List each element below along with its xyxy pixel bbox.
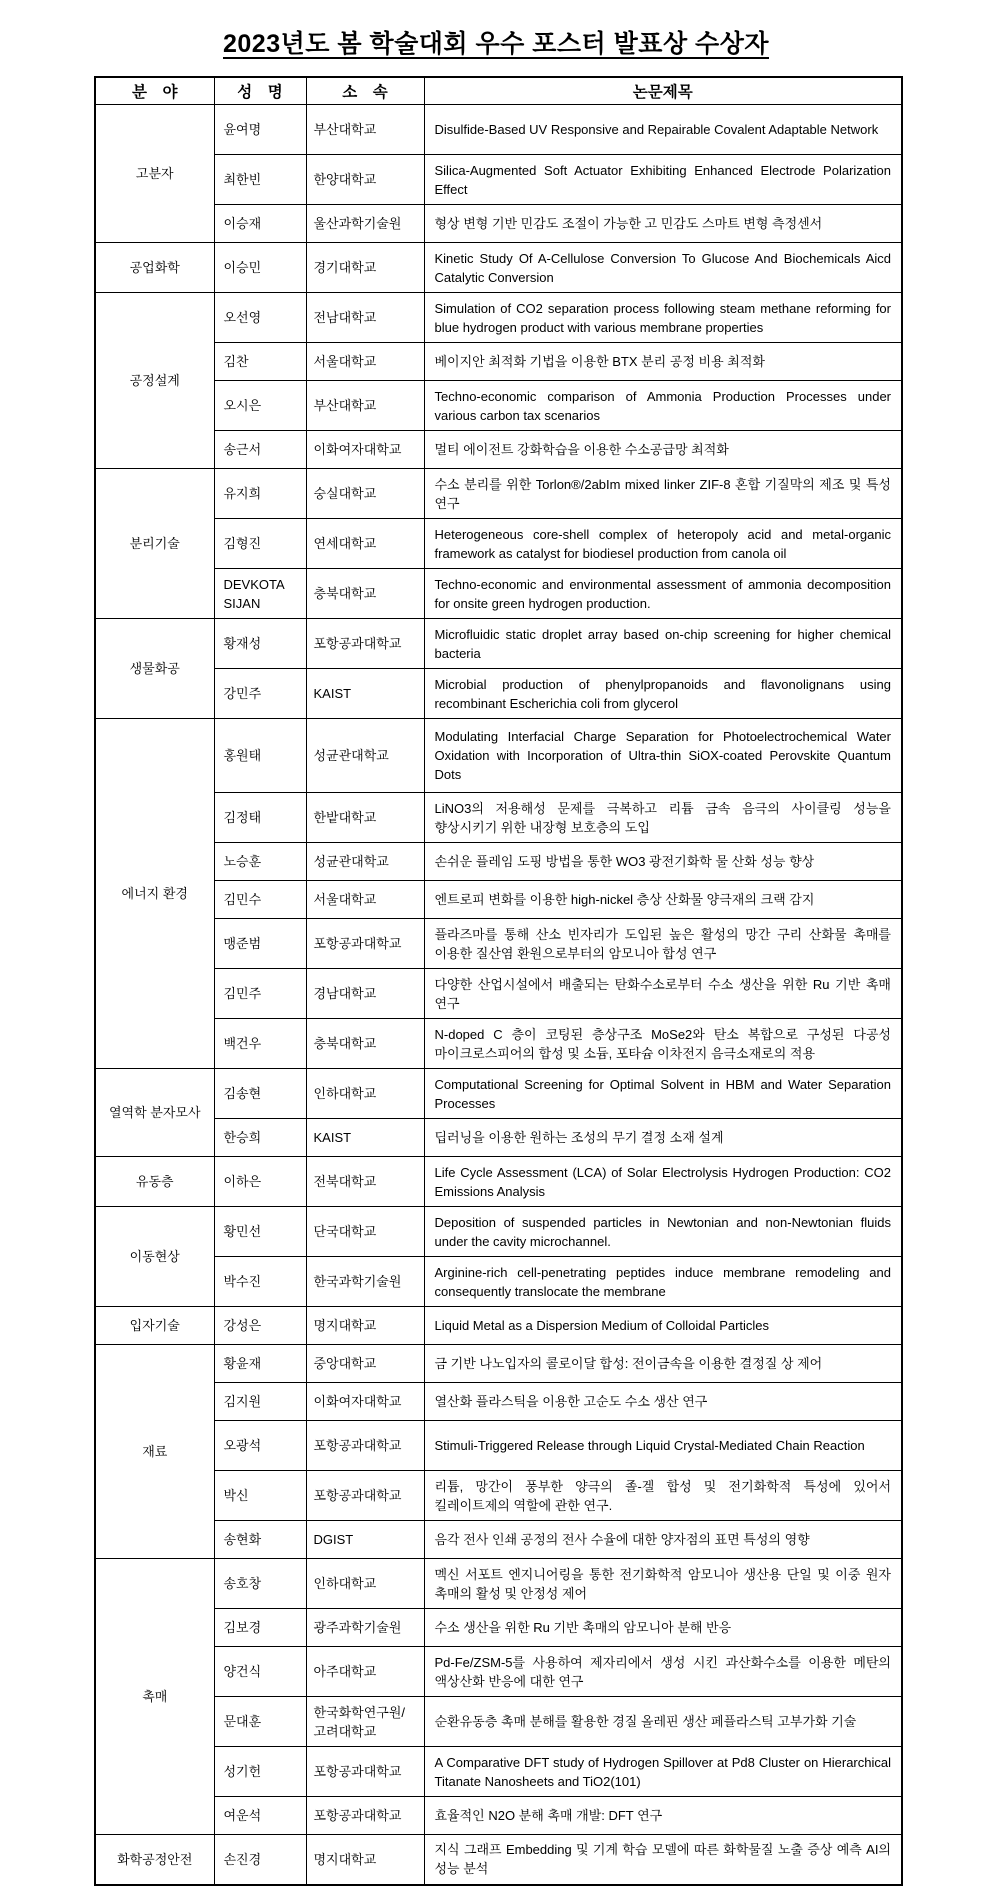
affiliation-cell: 포항공과대학교 — [306, 1471, 424, 1521]
name-cell: 김찬 — [214, 343, 306, 381]
name-cell: 김보경 — [214, 1609, 306, 1647]
field-cell: 화학공정안전 — [95, 1835, 214, 1885]
table-row — [95, 1069, 902, 1119]
name-cell: 김민주 — [214, 969, 306, 1019]
table-row — [95, 1307, 902, 1345]
name-cell: 박신 — [214, 1471, 306, 1521]
table-row — [95, 1345, 902, 1383]
field-cell: 열역학 분자모사 — [95, 1069, 214, 1157]
paper-title-cell: 엔트로피 변화를 이용한 high-nickel 층상 산화물 양극재의 크랙 감지 — [424, 881, 902, 919]
table-row — [95, 919, 902, 969]
table-row — [95, 1421, 902, 1471]
name-cell: 김정태 — [214, 793, 306, 843]
paper-title-cell: 다양한 산업시설에서 배출되는 탄화수소로부터 수소 생산을 위한 Ru 기반 촉매 연구 — [424, 969, 902, 1019]
field-cell: 이동현상 — [95, 1207, 214, 1307]
paper-title-cell: Silica-Augmented Soft Actuator Exhibiting Enhanced Electrode Polarization Effect — [424, 155, 902, 205]
paper-title-cell: 형상 변형 기반 민감도 조절이 가능한 고 민감도 스마트 변형 측정센서 — [424, 205, 902, 243]
affiliation-cell: KAIST — [306, 1119, 424, 1157]
name-cell: 김형진 — [214, 519, 306, 569]
table-row — [95, 1747, 902, 1797]
paper-title-cell: Deposition of suspended particles in Newtonian and non-Newtonian fluids under the cavity microchannel. — [424, 1207, 902, 1257]
table-row — [95, 1835, 902, 1885]
table-row — [95, 105, 902, 155]
affiliation-cell: 숭실대학교 — [306, 469, 424, 519]
affiliation-cell: 포항공과대학교 — [306, 919, 424, 969]
page-title-text: 2023년도 봄 학술대회 우수 포스터 발표상 수상자 — [223, 30, 769, 58]
table-row — [95, 1157, 902, 1207]
affiliation-cell: 전북대학교 — [306, 1157, 424, 1207]
affiliation-cell: 광주과학기술원 — [306, 1609, 424, 1647]
paper-title-cell: Stimuli-Triggered Release through Liquid Crystal-Mediated Chain Reaction — [424, 1421, 902, 1471]
field-cell: 에너지 환경 — [95, 719, 214, 1069]
table-row — [95, 1119, 902, 1157]
paper-title-cell: Kinetic Study Of A-Cellulose Conversion To Glucose And Biochemicals Aicd Catalytic Conversion — [424, 243, 902, 293]
table-row — [95, 1797, 902, 1835]
table-row — [95, 1257, 902, 1307]
paper-title-cell: LiNO3의 저용해성 문제를 극복하고 리튬 금속 음극의 사이클링 성능을 향상시키기 위한 내장형 보호층의 도입 — [424, 793, 902, 843]
name-cell: 황민선 — [214, 1207, 306, 1257]
table-row — [95, 1647, 902, 1697]
table-row — [95, 293, 902, 343]
table-row — [95, 519, 902, 569]
name-cell: 송호창 — [214, 1559, 306, 1609]
affiliation-cell: 포항공과대학교 — [306, 1747, 424, 1797]
name-cell: 노승훈 — [214, 843, 306, 881]
table-row — [95, 1609, 902, 1647]
name-cell: 송근서 — [214, 431, 306, 469]
name-cell: 성기헌 — [214, 1747, 306, 1797]
paper-title-cell: 수소 생산을 위한 Ru 기반 촉매의 암모니아 분해 반응 — [424, 1609, 902, 1647]
name-cell: 이승민 — [214, 243, 306, 293]
table-row — [95, 969, 902, 1019]
field-cell: 유동층 — [95, 1157, 214, 1207]
affiliation-cell: 인하대학교 — [306, 1069, 424, 1119]
paper-title-cell: 음각 전사 인쇄 공정의 전사 수율에 대한 양자점의 표면 특성의 영향 — [424, 1521, 902, 1559]
affiliation-cell: 인하대학교 — [306, 1559, 424, 1609]
field-cell: 공정설계 — [95, 293, 214, 469]
name-cell: 최한빈 — [214, 155, 306, 205]
paper-title-cell: 금 기반 나노입자의 콜로이달 합성: 전이금속을 이용한 결정질 상 제어 — [424, 1345, 902, 1383]
affiliation-cell: 한양대학교 — [306, 155, 424, 205]
table-row — [95, 381, 902, 431]
table-row — [95, 1383, 902, 1421]
paper-title-cell: 리튬, 망간이 풍부한 양극의 졸-겔 합성 및 전기화학적 특성에 있어서 킬레이트제의 역할에 관한 연구. — [424, 1471, 902, 1521]
name-cell: 문대훈 — [214, 1697, 306, 1747]
table-row — [95, 243, 902, 293]
affiliation-cell: 연세대학교 — [306, 519, 424, 569]
field-cell: 분리기술 — [95, 469, 214, 619]
name-cell: 황윤재 — [214, 1345, 306, 1383]
table-row — [95, 1471, 902, 1521]
header-row — [95, 77, 902, 105]
field-cell: 재료 — [95, 1345, 214, 1559]
table-row — [95, 881, 902, 919]
field-cell: 생물화공 — [95, 619, 214, 719]
name-cell: 손진경 — [214, 1835, 306, 1885]
affiliation-cell: 부산대학교 — [306, 381, 424, 431]
affiliation-cell: 서울대학교 — [306, 343, 424, 381]
affiliation-cell: 성균관대학교 — [306, 719, 424, 793]
name-cell: 윤여명 — [214, 105, 306, 155]
affiliation-cell: 한국과학기술원 — [306, 1257, 424, 1307]
affiliation-cell: 아주대학교 — [306, 1647, 424, 1697]
table-row — [95, 569, 902, 619]
paper-title-cell: Microfluidic static droplet array based on-chip screening for higher chemical bacteria — [424, 619, 902, 669]
paper-title-cell: Simulation of CO2 separation process following steam methane reforming for blue hydrogen product with various membrane properties — [424, 293, 902, 343]
name-cell: 김송현 — [214, 1069, 306, 1119]
field-cell: 입자기술 — [95, 1307, 214, 1345]
table-row — [95, 155, 902, 205]
name-cell: 맹준범 — [214, 919, 306, 969]
paper-title-cell: N-doped C 층이 코팅된 층상구조 MoSe2와 탄소 복합으로 구성된 다공성 마이크로스피어의 합성 및 소듐, 포타슘 이차전지 음극소재로의 적용 — [424, 1019, 902, 1069]
table-row — [95, 431, 902, 469]
column-header-affiliation: 소 속 — [306, 77, 424, 105]
name-cell: 오선영 — [214, 293, 306, 343]
affiliation-cell: 경남대학교 — [306, 969, 424, 1019]
name-cell: 오시은 — [214, 381, 306, 431]
paper-title-cell: 순환유동층 촉매 분해를 활용한 경질 올레핀 생산 페플라스틱 고부가화 기술 — [424, 1697, 902, 1747]
paper-title-cell: 플라즈마를 통해 산소 빈자리가 도입된 높은 활성의 망간 구리 산화물 촉매를 이용한 질산염 환원으로부터의 암모니아 합성 연구 — [424, 919, 902, 969]
table-row — [95, 205, 902, 243]
affiliation-cell: 충북대학교 — [306, 1019, 424, 1069]
table-row — [95, 1697, 902, 1747]
name-cell: 양건식 — [214, 1647, 306, 1697]
affiliation-cell: 이화여자대학교 — [306, 431, 424, 469]
affiliation-cell: 충북대학교 — [306, 569, 424, 619]
table-row — [95, 669, 902, 719]
paper-title-cell: 베이지안 최적화 기법을 이용한 BTX 분리 공정 비용 최적화 — [424, 343, 902, 381]
affiliation-cell: 서울대학교 — [306, 881, 424, 919]
page-title — [0, 24, 992, 60]
name-cell: 김민수 — [214, 881, 306, 919]
affiliation-cell: 단국대학교 — [306, 1207, 424, 1257]
paper-title-cell: 열산화 플라스틱을 이용한 고순도 수소 생산 연구 — [424, 1383, 902, 1421]
column-header-paper: 논문제목 — [424, 77, 902, 105]
affiliation-cell: 경기대학교 — [306, 243, 424, 293]
paper-title-cell: Heterogeneous core-shell complex of heteropoly acid and metal-organic framework as catalyst for biodiesel production from canola oil — [424, 519, 902, 569]
name-cell: 여운석 — [214, 1797, 306, 1835]
paper-title-cell: 수소 분리를 위한 Torlon®/2abIm mixed linker ZIF-8 혼합 기질막의 제조 및 특성 연구 — [424, 469, 902, 519]
paper-title-cell: Microbial production of phenylpropanoids and flavonolignans using recombinant Escherichia coli from glycerol — [424, 669, 902, 719]
affiliation-cell: DGIST — [306, 1521, 424, 1559]
table-row — [95, 1559, 902, 1609]
table-row — [95, 1207, 902, 1257]
affiliation-cell: 성균관대학교 — [306, 843, 424, 881]
table-row — [95, 793, 902, 843]
paper-title-cell: Modulating Interfacial Charge Separation for Photoelectrochemical Water Oxidation with Incorporation of Ultra-thin SiOX-coated Perovskite Quantum Dots — [424, 719, 902, 793]
table-row — [95, 343, 902, 381]
affiliation-cell: 명지대학교 — [306, 1835, 424, 1885]
paper-title-cell: Techno-economic and environmental assessment of ammonia decomposition for onsite green hydrogen production. — [424, 569, 902, 619]
field-cell: 공업화학 — [95, 243, 214, 293]
name-cell: 송현화 — [214, 1521, 306, 1559]
paper-title-cell: 지식 그래프 Embedding 및 기계 학습 모델에 따른 화학물질 노출 증상 예측 AI의 성능 분석 — [424, 1835, 902, 1885]
affiliation-cell: 전남대학교 — [306, 293, 424, 343]
affiliation-cell: 이화여자대학교 — [306, 1383, 424, 1421]
table-row — [95, 619, 902, 669]
affiliation-cell: 한밭대학교 — [306, 793, 424, 843]
affiliation-cell: 포항공과대학교 — [306, 619, 424, 669]
paper-title-cell: 효율적인 N2O 분해 촉매 개발: DFT 연구 — [424, 1797, 902, 1835]
table-row — [95, 719, 902, 793]
name-cell: 오광석 — [214, 1421, 306, 1471]
affiliation-cell: 울산과학기술원 — [306, 205, 424, 243]
name-cell: 홍원태 — [214, 719, 306, 793]
name-cell: DEVKOTA SIJAN — [214, 569, 306, 619]
name-cell: 박수진 — [214, 1257, 306, 1307]
name-cell: 이승재 — [214, 205, 306, 243]
table-row — [95, 469, 902, 519]
paper-title-cell: Liquid Metal as a Dispersion Medium of Colloidal Particles — [424, 1307, 902, 1345]
name-cell: 황재성 — [214, 619, 306, 669]
table-row — [95, 843, 902, 881]
paper-title-cell: Disulfide-Based UV Responsive and Repairable Covalent Adaptable Network — [424, 105, 902, 155]
paper-title-cell: 멕신 서포트 엔지니어링을 통한 전기화학적 암모니아 생산용 단일 및 이중 원자 촉매의 활성 및 안정성 제어 — [424, 1559, 902, 1609]
field-cell: 촉매 — [95, 1559, 214, 1835]
column-header-name: 성 명 — [214, 77, 306, 105]
name-cell: 백건우 — [214, 1019, 306, 1069]
field-cell: 고분자 — [95, 105, 214, 243]
name-cell: 강성은 — [214, 1307, 306, 1345]
paper-title-cell: 멀티 에이전트 강화학습을 이용한 수소공급망 최적화 — [424, 431, 902, 469]
paper-title-cell: 딥러닝을 이용한 원하는 조성의 무기 결정 소재 설계 — [424, 1119, 902, 1157]
table-row — [95, 1521, 902, 1559]
paper-title-cell: Arginine-rich cell-penetrating peptides induce membrane remodeling and consequently translocate the membrane — [424, 1257, 902, 1307]
name-cell: 한승희 — [214, 1119, 306, 1157]
paper-title-cell: Pd-Fe/ZSM-5를 사용하여 제자리에서 생성 시킨 과산화수소를 이용한 메탄의 액상산화 반응에 대한 연구 — [424, 1647, 902, 1697]
table-row — [95, 1019, 902, 1069]
affiliation-cell: 명지대학교 — [306, 1307, 424, 1345]
affiliation-cell: 한국화학연구원/고려대학교 — [306, 1697, 424, 1747]
column-header-field: 분 야 — [95, 77, 214, 105]
paper-title-cell: Computational Screening for Optimal Solvent in HBM and Water Separation Processes — [424, 1069, 902, 1119]
affiliation-cell: 중앙대학교 — [306, 1345, 424, 1383]
paper-title-cell: A Comparative DFT study of Hydrogen Spillover at Pd8 Cluster on Hierarchical Titanate Nanosheets and TiO2(101) — [424, 1747, 902, 1797]
awards-table — [94, 76, 903, 1886]
name-cell: 유지희 — [214, 469, 306, 519]
paper-title-cell: Techno-economic comparison of Ammonia Production Processes under various carbon tax scenarios — [424, 381, 902, 431]
name-cell: 김지원 — [214, 1383, 306, 1421]
affiliation-cell: KAIST — [306, 669, 424, 719]
paper-title-cell: Life Cycle Assessment (LCA) of Solar Electrolysis Hydrogen Production: CO2 Emissions Analysis — [424, 1157, 902, 1207]
affiliation-cell: 부산대학교 — [306, 105, 424, 155]
name-cell: 이하은 — [214, 1157, 306, 1207]
paper-title-cell: 손쉬운 플레임 도핑 방법을 통한 WO3 광전기화학 물 산화 성능 향상 — [424, 843, 902, 881]
affiliation-cell: 포항공과대학교 — [306, 1421, 424, 1471]
affiliation-cell: 포항공과대학교 — [306, 1797, 424, 1835]
name-cell: 강민주 — [214, 669, 306, 719]
